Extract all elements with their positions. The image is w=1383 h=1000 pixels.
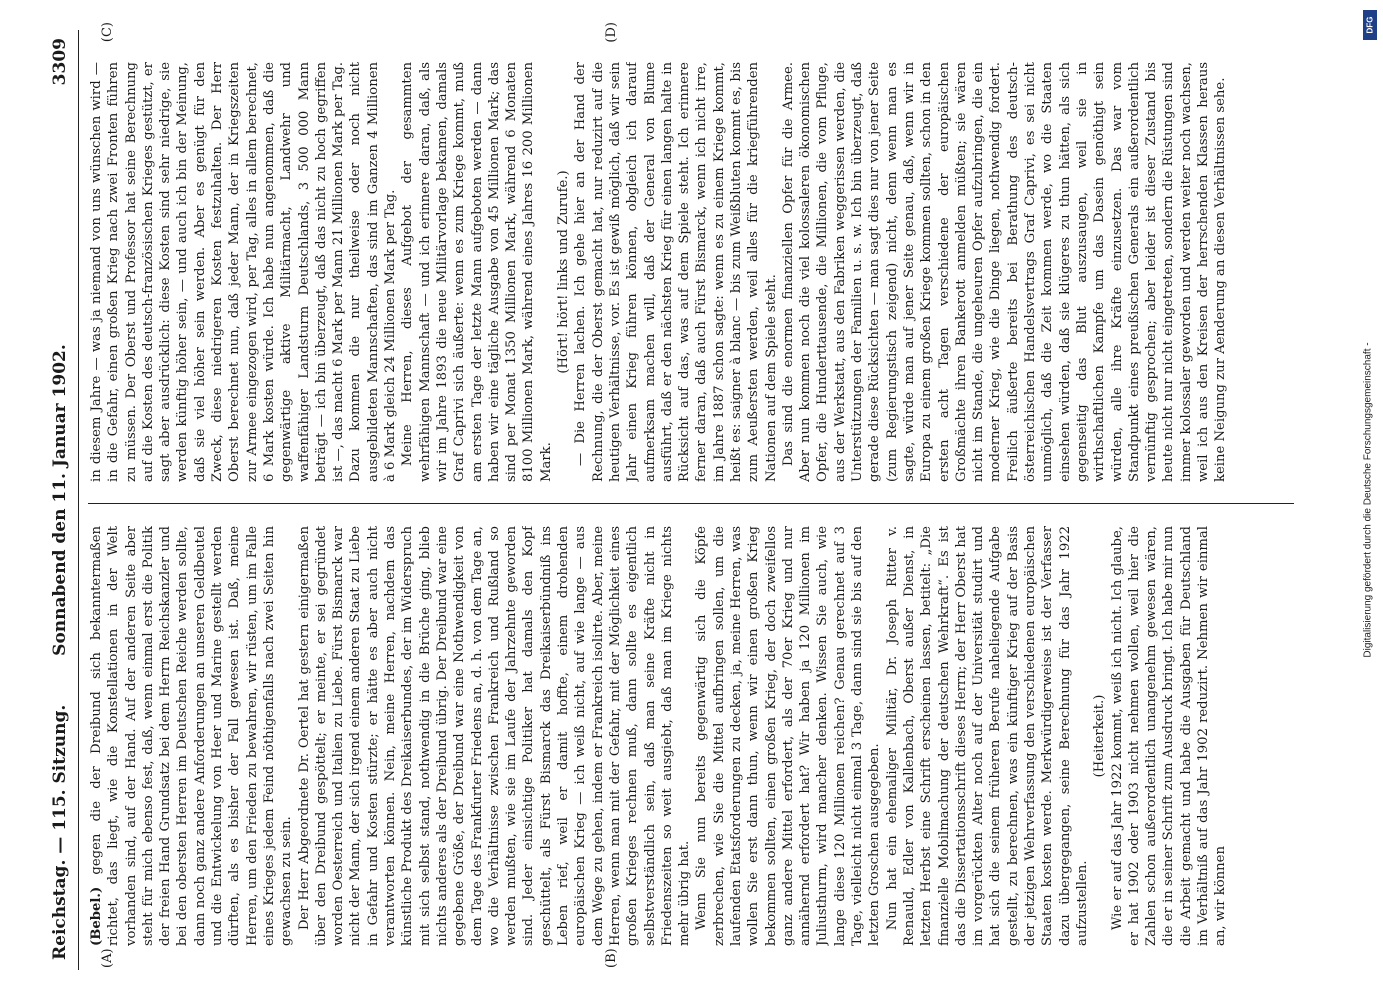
margin-mark-a: (A) — [99, 948, 115, 968]
left-paragraph: Wenn Sie nun bereits gegenwärtig sich die Köpfe zerbrechen, wie Sie die Mittel aufbringen sollen, um die laufenden Etatsforderungen zu decken, ja, meine Herren, was wollen Sie erst dann thun, wenn wir einen großen Krieg bekommen sollten, einen großen Krieg, der doch zweifellos ganz andere Mittel erfordert, als der 70er Krieg und nur annähernd erfordert hat? Wir haben ja 120 Millionen im Juliusthurm, wird mancher denken. Wissen Sie auch, wie lange diese 120 Millionen reichen? Genau gerechnet auf 3 Tage, vielleicht nicht einmal 3 Tage, dann sind sie bis auf den letzten Groschen ausgegeben. — [693, 526, 882, 946]
left-column — [88, 526, 1294, 946]
left-paragraph: gegen die der Dreibund sich bekanntermaßen richtet, das liegt, wie die Konstellationen in der Welt vorhanden sind, auf der Hand. Auf der anderen Seite aber steht für mich ebenso fest, daß, wenn einmal erst die Politik der freien Hand Grundsatz bei dem Herrn Reichskanzler und bei den obersten Herren im Deutschen Reiche werden sollte, dann noch ganz andere Anforderungen an unseren Geldbeutel und die Entwickelung von Heer und Marine gestellt werden dürften, als es bisher der Fall gewesen ist. Daß, meine Herren, um den Frieden zu bewahren, wir rüsten, um im Falle eines Krieges jedem Feind nöthigenfalls nach zwei Seiten hin gewachsen zu sein. — [88, 526, 294, 946]
left-paragraph: Wie er auf das Jahr 1922 kommt, weiß ich nicht. Ich glaube, er hat 1902 oder 1903 nicht nehmen wollen, weil hier die Zahlen schon außerordentlich unangenehm gewesen wären, die er in seiner Schrift zum Ausdruck bringt. Ich habe mir nun die Arbeit gemacht und habe die Ausgaben für Deutschland im Verhältniß auf das Jahr 1902 reduzirt. Nehmen wir einmal an, wir können — [1109, 526, 1228, 946]
scanned-page — [44, 22, 1304, 970]
header-left: Reichstag. — 115. Sitzung. — [49, 704, 70, 960]
page-header — [44, 30, 79, 970]
column-divider — [88, 503, 1294, 504]
interjection: (Hört! hört! links und Zurufe.) — [555, 170, 571, 374]
left-paragraph: Nun hat ein ehemaliger Militär, Dr. Joseph Ritter v. Renauld, Edler von Kallenbach, Oberst außer Dienst, in letzten Herbst eine Schrift erscheinen lassen, betitelt: „Die finanzielle Mobilmachung der deutschen Wehrkraft“. Es ist das die Dissertationsschrift dieses Herrn; der Herr Oberst hat im vorgerückten Alter noch auf der Universität studirt und hat sich die seinem früheren Berufe naheliegende Aufgabe gestellt, zu berechnen, was ein künftiger Krieg auf der Basis der jetzigen Wehrverfassung den verschiedenen europäischen Staaten kosten werde. Merkwürdigerweise ist der Verfasser dazu übergegangen, seine Berechnung für das Jahr 1922 aufzustellen. — [884, 526, 1090, 946]
right-paragraph: Das sind die enormen finanziellen Opfer für die Armee. Aber nun kommen noch die viel kolossaleren ökonomischen Opfer, die Hunderttausende, die Millionen, die vom Pfluge, aus der Werkstatt, aus den Fabriken weggerissen werden, die Unterstützungen der Familien u. s. w. Ich bin überzeugt, daß gerade diese Rücksichten — man sagt dies nur von jener Seite (zum Regierungstisch zeigend) nicht, denn wenn man es sagte, würde man auf jener Seite genau, daß, wenn wir in Europa zu einem großen Kriege kommen sollten, schon in den ersten acht Tagen verschiedene der europäischen Großmächte ihren Bankerott anmelden müßten; sie wären nicht im Stande, die ungeheuren Opfer aufzubringen, die ein moderner Krieg, wie die Dinge liegen, nothwendig fordert. Freilich äußerte bereits bei Berathung des deutsch-österreichischen Handelsvertrags Graf Caprivi, es sei nicht unmöglich, daß die Zeit kommen werde, wo die Staaten einsehen würden, daß sie klügeres zu thun hätten, als sich gegenseitig das Blut auszusaugen, weil sie in wirthschaftlichen Kampfe um das Dasein genöthigt sein würden, alle ihre Kräfte einzusetzen. Das war vom Standpunkt eines preußischen Generals ein außerordentlich vernünftig gesprochen; aber leider ist dieser Zustand bis heute nicht nur nicht eingetreten, sondern die Rüstungen sind immer kolossaler geworden und werden weiter noch wachsen, weil ich aus den Kreisen der herrschenden Klassen heraus keine Neigung zur Aenderung an diesen Verhältnissen sehe. — [780, 62, 1228, 482]
interjection: (Heiterkeit.) — [1091, 694, 1107, 778]
right-paragraph: Meine Herren, dieses Aufgebot der gesammten wehrfähigen Mannschaft — und ich erinnere daran, daß, als wir im Jahre 1893 die neue Militärvorlage bekamen, damals Graf Caprivi sich äußerte: wenn es zum Kriege kommt, muß am ersten Tage der letzte Mann aufgeboten werden — dann haben wir eine tägliche Ausgabe von 45 Millionen Mark; das sind per Monat 1350 Millionen Mark, während 6 Monaten 8100 Millionen Mark, während eines Jahres 16 200 Millionen Mark. — [399, 62, 554, 482]
margin-mark-b: (B) — [603, 948, 619, 968]
left-paragraph: Der Herr Abgeordnete Dr. Oertel hat gestern einigermaßen über den Dreibund gespöttelt; er meinte, er sei gegründet worden Oesterreich und Italien zu Liebe. Fürst Bismarck war nicht der Mann, der sich irgend einem anderen Staat zu Liebe in Gefahr und Kosten stürzte; er hätte es aber auch nicht verantworten können. Nein, meine Herren, nachdem das künstliche Produkt des Dreikaiserbundes, der im Widerspruch mit sich selbst stand, nothwendig in die Brüche ging, blieb nichts anderes als der Dreibund übrig. Der Dreibund war eine gegebene Größe, der Dreibund war eine Nothwendigkeit von dem Tage des Frankfurter Friedens an, d. h. von dem Tage an, wo die Verhältnisse zwischen Frankreich und Rußland so werden mußten, wie sie im Laufe der Jahrzehnte geworden sind. Jeder einsichtige Politiker hat damals den Kopf geschüttelt, als Fürst Bismarck das Dreikaiserbündniß ins Leben rief, weil er damit hoffte, einem drohenden europäischen Krieg — ich weiß nicht, auf wie lange — aus dem Wege zu gehen, indem er Frankreich isolirte. Aber, meine Herren, wenn man mit der Gefahr, mit der Möglichkeit eines großen Krieges rechnen muß, dann sollte es eigentlich selbstverständlich sein, daß man seine Kräfte nicht in Friedenszeiten so weit ausgiebt, daß man im Kriege nichts mehr übrig hat. — [296, 526, 692, 946]
credit-text: Digitalisierung gefördert durch die Deutsche Forschungsgemeinschaft - — [1362, 342, 1374, 658]
margin-mark-c: (C) — [99, 22, 115, 43]
right-paragraph: in diesem Jahre — was ja niemand von uns wünschen wird — in die Gefahr, einen großen Krieg nach zwei Fronten führen zu müssen. Der Oberst und Professor hat seine Berechnung auf die Kosten des deutsch-französischen Krieges gestützt, er sagt aber ausdrücklich: diese Kosten sind sehr niedrige, sie werden künftig höher sein, — und auch ich bin der Meinung, daß sie viel höher sein werden. Aber es genügt für den Zweck, diese niedrigeren Kosten festzuhalten. Der Herr Oberst berechnet nun, daß jeder Mann, der in Kriegszeiten zur Armee eingezogen wird, per Tag, alles in allem berechnet, 6 Mark kosten würde. Ich habe nun angenommen, daß die gegenwärtige aktive Militärmacht, Landwehr und waffenfähiger Landsturm Deutschlands, 3 500 000 Mann beträgt — ich bin überzeugt, daß das nicht zu hoch gegriffen ist —, das macht 6 Mark per Mann 21 Millionen Mark per Tag. Dazu kommen die nur theilweise oder noch nicht ausgebildeten Mannschaften, das sind im Ganzen 4 Millionen à 6 Mark gleich 24 Millionen Mark per Tag. — [88, 62, 398, 482]
dfg-logo-text: DFG — [1365, 16, 1375, 34]
right-column — [88, 62, 1294, 482]
speaker-tag: (Bebel.) — [88, 886, 104, 946]
margin-mark-d: (D) — [603, 22, 619, 43]
page-number: 3309 — [49, 38, 70, 86]
right-paragraph: — Die Herren lachen. Ich gehe hier an der Hand der Rechnung, die der Oberst gemacht hat, nur reduzirt auf die heutigen Verhältnisse, vor. Es ist gewiß möglich, daß wir sein Jahr einen Krieg führen können, obgleich ich darauf aufmerksam machen will, daß der General von Blume ausführt, daß er den nächsten Krieg für einen langen halte in Rücksicht auf das, was auf dem Spiele steht. Ich erinnere ferner daran, daß auch Fürst Bismarck, wenn ich nicht irre, im Jahre 1887 schon sagte: wenn es zu einem Kriege kommt, heißt es: saigner à blanc — bis zum Weißbluten kommt es, bis zum Aeußersten werden, weil alles für die kriegführenden Nationen auf dem Spiele steht. — [572, 62, 779, 482]
digitization-credit — [1361, 12, 1375, 988]
header-date: Sonnabend den 11. Januar 1902. — [49, 344, 70, 656]
